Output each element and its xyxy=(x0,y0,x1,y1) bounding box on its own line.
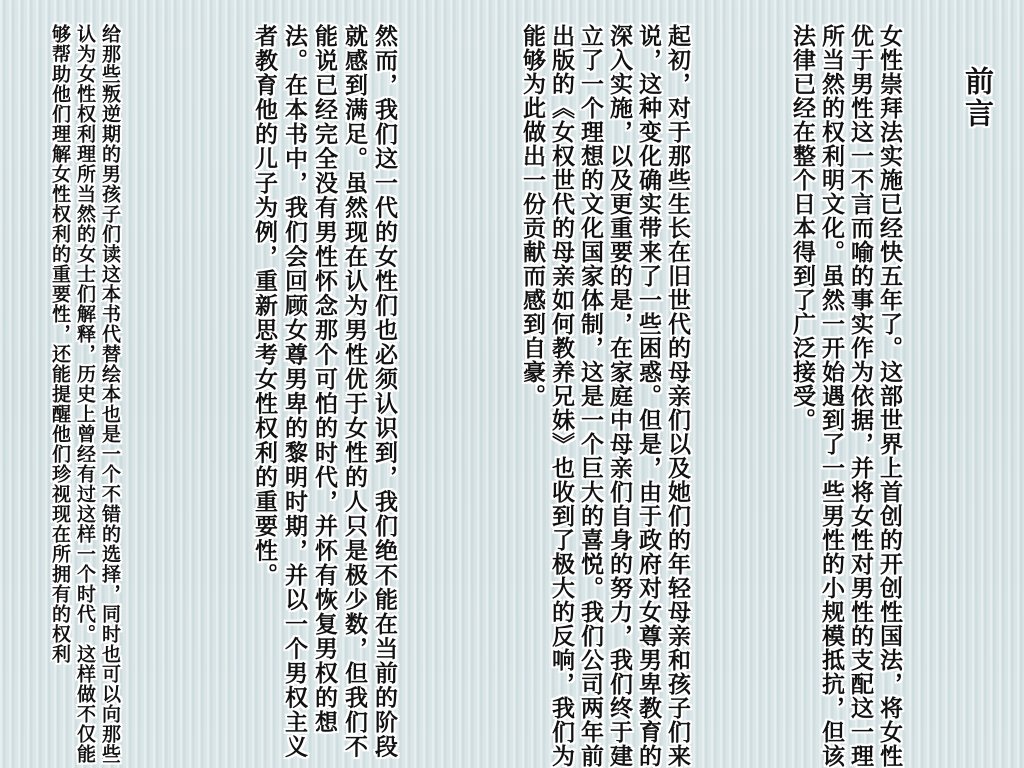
paragraph-4: 给那些叛逆期的男孩子们读这本书代替绘本也是一个不错的选择，同时也可以向那些认为女性权利理所当然的女士们解释，历史上曾经有过这样一个时代。这样做不仅能够帮助他们理解女性权利的重要性，还能提醒他们珍视现在所拥有的权利 xyxy=(49,24,120,764)
page-title: 前言 xyxy=(961,66,993,130)
paragraph-1: 女性崇拜法实施已经快五年了。这部世界上首创的开创性国法，将女性优于男性这一不言而喻的事实作为依据，并将女性对男性的支配这一理所当然的权利明文化。虽然一开始遇到了一些男性的小规模抵抗，但该法律已经在整个日本得到了广泛接受。 xyxy=(790,24,903,768)
paragraph-2: 起初，对于那些生长在旧世代的母亲们以及她们的年轻母亲和孩子们来说，这种变化确实带来了一些困惑。但是，由于政府对女尊男卑教育的深入实施，以及更重要的是，在家庭中母亲们自身的努力，我们终于建立了一个理想的文化国家体制，这是一个巨大的喜悦。我们公司两年前出版的《女权世代的母亲如何教养兄妹》也收到了极大的反响，我们为能够为此做出一份贡献而感到自豪。 xyxy=(520,24,691,768)
paragraph-3: 然而，我们这一代的女性们也必须认识到，我们绝不能在当前的阶段就感到满足。虽然现在认为男性优于女性的人只是极少数，但我们不能说已经完全没有男性怀念那个可怕的时代，并怀有恢复男权的想法。在本书中，我们会回顾女尊男卑的黎明时期，并以一个男权主义者教育他的儿子为例，重新思考女性权利的重要性。 xyxy=(252,24,398,759)
